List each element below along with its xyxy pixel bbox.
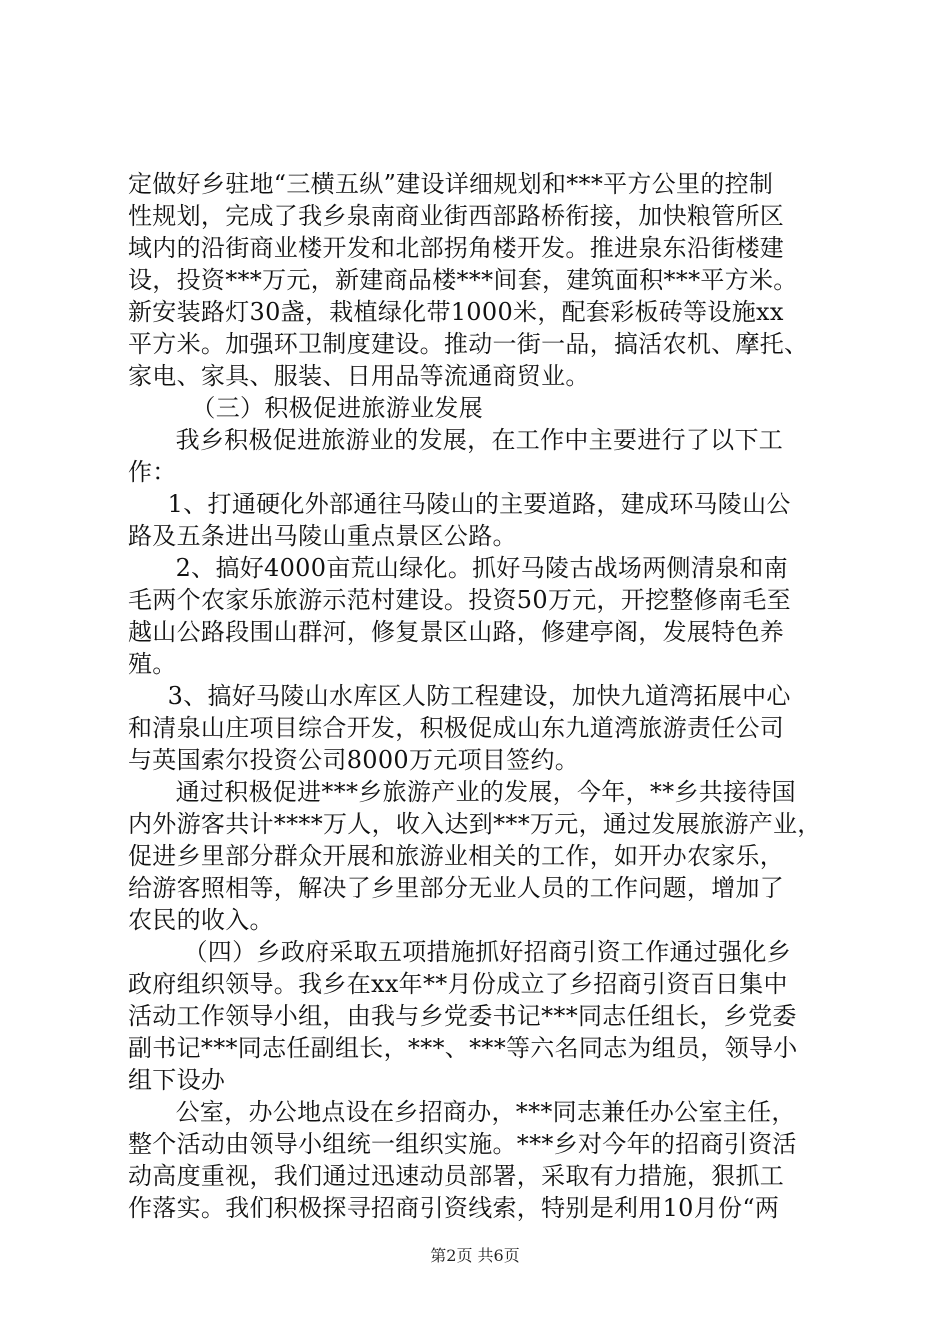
document-body — [128, 168, 828, 1224]
text-line: 毛两个农家乐旅游示范村建设。投资50万元，开挖整修南毛至 — [128, 586, 791, 614]
text-line: 作落实。我们积极探寻招商引资线索，特别是利用10月份“两 — [128, 1194, 780, 1222]
text-line: 越山公路段围山群河，修复景区山路，修建亭阁，发展特色养 — [128, 618, 785, 646]
text-line: 农民的收入。 — [128, 906, 274, 934]
text-line: 新安装路灯30盏，栽植绿化带1000米，配套彩板砖等设施xx — [128, 298, 784, 326]
text-line: 作： — [128, 458, 177, 486]
text-line: 动高度重视，我们通过迅速动员部署，采取有力措施，狠抓工 — [128, 1162, 785, 1190]
text-line: 政府组织领导。我乡在xx年**月份成立了乡招商引资百日集中 — [128, 970, 788, 998]
text-line: 与英国索尔投资公司8000万元项目签约。 — [128, 746, 580, 774]
text-line: 我乡积极促进旅游业的发展，在工作中主要进行了以下工 — [128, 426, 784, 454]
text-line: （四）乡政府采取五项措施抓好招商引资工作通过强化乡 — [128, 938, 792, 966]
text-line: 平方米。加强环卫制度建设。推动一街一品，搞活农机、摩托、 — [128, 330, 809, 358]
text-line: 内外游客共计****万人，收入达到***万元，通过发展旅游产业， — [128, 810, 822, 838]
text-line: 副书记***同志任副组长，***、***等六名同志为组员，领导小 — [128, 1034, 798, 1062]
text-line: 给游客照相等，解决了乡里部分无业人员的工作问题，增加了 — [128, 874, 785, 902]
text-line: 公室，办公地点设在乡招商办，***同志兼任办公室主任， — [128, 1098, 796, 1126]
text-line: 性规划，完成了我乡泉南商业街西部路桥衔接，加快粮管所区 — [128, 202, 785, 230]
page-footer: 第2页 共6页 — [430, 1246, 520, 1265]
text-line: 2、搞好4000亩荒山绿化。抓好马陵古战场两侧清泉和南 — [128, 554, 789, 582]
text-line: 活动工作领导小组，由我与乡党委书记***同志任组长，乡党委 — [128, 1002, 797, 1030]
text-line: 和清泉山庄项目综合开发，积极促成山东九道湾旅游责任公司 — [128, 714, 785, 742]
text-line: （三）积极促进旅游业发展 — [128, 394, 484, 422]
text-line: 域内的沿街商业楼开发和北部拐角楼开发。推进泉东沿街楼建 — [128, 234, 785, 262]
text-line: 设，投资***万元，新建商品楼***间套，建筑面积***平方米。 — [128, 266, 798, 294]
text-line: 组下设办 — [128, 1066, 226, 1094]
text-line: 殖。 — [128, 650, 177, 678]
text-line: 1、打通硬化外部通往马陵山的主要道路，建成环马陵山公 — [128, 490, 791, 518]
text-line: 路及五条进出马陵山重点景区公路。 — [128, 522, 517, 550]
text-line: 3、搞好马陵山水库区人防工程建设，加快九道湾拓展中心 — [128, 682, 791, 710]
text-line: 促进乡里部分群众开展和旅游业相关的工作，如开办农家乐， — [128, 842, 785, 870]
text-line: 家电、家具、服装、日用品等流通商贸业。 — [128, 362, 590, 390]
text-line: 通过积极促进***乡旅游产业的发展，今年，**乡共接待国 — [128, 778, 796, 806]
text-line: 定做好乡驻地“三横五纵”建设详细规划和***平方公里的控制 — [128, 170, 774, 198]
text-line: 整个活动由领导小组统一组织实施。***乡对今年的招商引资活 — [128, 1130, 797, 1158]
